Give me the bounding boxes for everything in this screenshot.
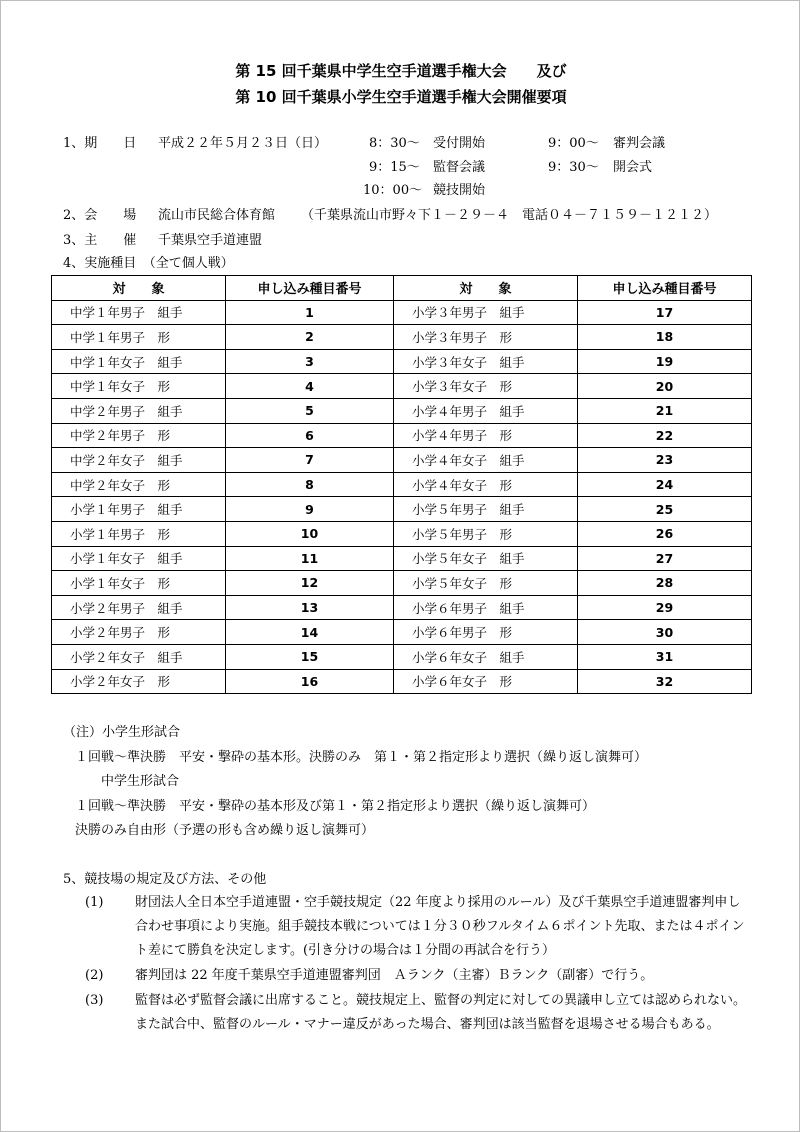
table-row xyxy=(52,472,752,497)
event-number-cell: 18 xyxy=(578,325,752,350)
venue-address: （千葉県流山市野々下１－２９－４ 電話０４－７１５９－１２１２） xyxy=(301,208,718,223)
column-header: 対 象 xyxy=(52,276,226,301)
column-header: 対 象 xyxy=(394,276,578,301)
event-number-cell: 19 xyxy=(578,349,752,374)
note-line: 中学生形試合 xyxy=(101,774,180,789)
note-line: １回戦～準決勝 平安・撃砕の基本形及び第１・第２指定形より選択（繰り返し演舞可） xyxy=(75,799,596,814)
target-cell: 小学５年女子 組手 xyxy=(394,546,578,571)
target-cell: 小学３年女子 形 xyxy=(394,374,578,399)
table-row xyxy=(52,374,752,399)
schedule-time: 10：00～ xyxy=(363,183,423,198)
event-number-cell: 30 xyxy=(578,620,752,645)
event-number-cell: 15 xyxy=(226,644,394,669)
event-number-cell: 22 xyxy=(578,423,752,448)
events-table xyxy=(51,275,752,694)
event-number-cell: 8 xyxy=(226,472,394,497)
date-label: 1、期 日 xyxy=(63,136,137,151)
note-line: 決勝のみ自由形（予選の形も含め繰り返し演舞可） xyxy=(75,823,375,838)
target-cell: 小学６年男子 形 xyxy=(394,620,578,645)
table-row xyxy=(52,620,752,645)
target-cell: 小学５年男子 組手 xyxy=(394,497,578,522)
target-cell: 小学４年男子 形 xyxy=(394,423,578,448)
note-line: （注）小学生形試合 xyxy=(63,725,181,740)
target-cell: 小学１年男子 組手 xyxy=(52,497,226,522)
event-number-cell: 9 xyxy=(226,497,394,522)
event-number-cell: 4 xyxy=(226,374,394,399)
event-number-cell: 25 xyxy=(578,497,752,522)
target-cell: 小学２年男子 形 xyxy=(52,620,226,645)
target-cell: 小学４年女子 形 xyxy=(394,472,578,497)
target-cell: 中学１年男子 組手 xyxy=(52,300,226,325)
target-cell: 中学１年女子 組手 xyxy=(52,349,226,374)
event-number-cell: 28 xyxy=(578,571,752,596)
rules-label: 5、競技場の規定及び方法、その他 xyxy=(63,872,267,887)
event-number-cell: 20 xyxy=(578,374,752,399)
venue-label: 2、会 場 xyxy=(63,208,137,223)
schedule-event: 監督会議 xyxy=(433,160,486,175)
target-cell: 小学１年男子 形 xyxy=(52,521,226,546)
event-number-cell: 5 xyxy=(226,398,394,423)
target-cell: 小学６年女子 組手 xyxy=(394,644,578,669)
event-number-cell: 10 xyxy=(226,521,394,546)
date-value: 平成２２年５月２３日（日） xyxy=(158,136,328,151)
schedule-time: 9：30～ xyxy=(548,160,599,175)
schedule-event: 受付開始 xyxy=(433,136,486,151)
event-number-cell: 2 xyxy=(226,325,394,350)
table-row xyxy=(52,669,752,694)
table-row xyxy=(52,595,752,620)
event-number-cell: 11 xyxy=(226,546,394,571)
target-cell: 中学１年女子 形 xyxy=(52,374,226,399)
event-number-cell: 21 xyxy=(578,398,752,423)
schedule-time: 9：00～ xyxy=(548,136,599,151)
target-cell: 中学２年女子 組手 xyxy=(52,448,226,473)
event-number-cell: 17 xyxy=(578,300,752,325)
event-number-cell: 31 xyxy=(578,644,752,669)
event-number-cell: 14 xyxy=(226,620,394,645)
target-cell: 小学２年女子 形 xyxy=(52,669,226,694)
table-row xyxy=(52,398,752,423)
target-cell: 小学６年男子 組手 xyxy=(394,595,578,620)
event-number-cell: 27 xyxy=(578,546,752,571)
target-cell: 小学６年女子 形 xyxy=(394,669,578,694)
rule-number: (2) xyxy=(85,968,104,983)
target-cell: 中学２年男子 組手 xyxy=(52,398,226,423)
schedule-event: 競技開始 xyxy=(433,183,486,198)
rule-text: 監督は必ず監督会議に出席すること。競技規定上、監督の判定に対しての異議申し立ては認められない。また試合中、監督のルール・マナー違反があった場合、審判団は該当監督を退場させる場合もある。 xyxy=(135,993,747,1032)
table-row xyxy=(52,571,752,596)
rule-number: (1) xyxy=(85,895,104,910)
schedule-time: 8：30～ xyxy=(369,136,420,151)
event-number-cell: 23 xyxy=(578,448,752,473)
rule-text: 審判団は 22 年度千葉県空手道連盟審判団 Ａランク（主審）Ｂランク（副審）で行う。 xyxy=(135,968,654,983)
schedule-event: 審判会議 xyxy=(613,136,666,151)
event-number-cell: 24 xyxy=(578,472,752,497)
target-cell: 小学４年女子 組手 xyxy=(394,448,578,473)
rule-number: (3) xyxy=(85,993,104,1008)
event-number-cell: 7 xyxy=(226,448,394,473)
table-row xyxy=(52,497,752,522)
table-row xyxy=(52,349,752,374)
events-label: 4、実施種目 （全て個人戦） xyxy=(63,256,234,271)
table-row xyxy=(52,325,752,350)
table-header-row xyxy=(52,276,752,301)
target-cell: 小学３年男子 組手 xyxy=(394,300,578,325)
rule-text: 財団法人全日本空手道連盟・空手競技規定（22 年度より採用のルール）及び千葉県空手道連盟審判申し合わせ事項により実施。組手競技本戦については１分３０秒フルタイム６ポイント先取、または４ポイント差にて勝負を決定します。(引き分けの場合は１分間の再試合を行う） xyxy=(135,895,745,958)
target-cell: 中学２年女子 形 xyxy=(52,472,226,497)
host-name: 千葉県空手道連盟 xyxy=(158,233,263,248)
table-row xyxy=(52,521,752,546)
event-number-cell: 1 xyxy=(226,300,394,325)
target-cell: 中学１年男子 形 xyxy=(52,325,226,350)
target-cell: 小学１年女子 形 xyxy=(52,571,226,596)
column-header: 申し込み種目番号 xyxy=(578,276,752,301)
event-number-cell: 29 xyxy=(578,595,752,620)
target-cell: 小学３年男子 形 xyxy=(394,325,578,350)
event-number-cell: 6 xyxy=(226,423,394,448)
event-number-cell: 3 xyxy=(226,349,394,374)
events-table-body xyxy=(52,300,752,694)
table-row xyxy=(52,644,752,669)
target-cell: 小学１年女子 組手 xyxy=(52,546,226,571)
venue-name: 流山市民総合体育館 xyxy=(158,208,276,223)
column-header: 申し込み種目番号 xyxy=(226,276,394,301)
event-number-cell: 32 xyxy=(578,669,752,694)
title-line-2: 第 10 回千葉県小学生空手道選手権大会開催要項 xyxy=(235,88,567,106)
target-cell: 小学５年男子 形 xyxy=(394,521,578,546)
table-row xyxy=(52,546,752,571)
target-cell: 小学３年女子 組手 xyxy=(394,349,578,374)
event-number-cell: 13 xyxy=(226,595,394,620)
event-number-cell: 12 xyxy=(226,571,394,596)
event-number-cell: 26 xyxy=(578,521,752,546)
schedule-event: 開会式 xyxy=(613,160,653,175)
target-cell: 小学５年女子 形 xyxy=(394,571,578,596)
target-cell: 小学２年男子 組手 xyxy=(52,595,226,620)
target-cell: 中学２年男子 形 xyxy=(52,423,226,448)
table-row xyxy=(52,448,752,473)
title-line-1: 第 15 回千葉県中学生空手道選手権大会 及び xyxy=(235,62,567,80)
note-line: １回戦～準決勝 平安・撃砕の基本形。決勝のみ 第１・第２指定形より選択（繰り返し演舞可） xyxy=(75,750,648,765)
schedule-time: 9：15～ xyxy=(369,160,420,175)
host-label: 3、主 催 xyxy=(63,233,137,248)
event-number-cell: 16 xyxy=(226,669,394,694)
target-cell: 小学２年女子 組手 xyxy=(52,644,226,669)
table-row xyxy=(52,423,752,448)
table-row xyxy=(52,300,752,325)
target-cell: 小学４年男子 組手 xyxy=(394,398,578,423)
